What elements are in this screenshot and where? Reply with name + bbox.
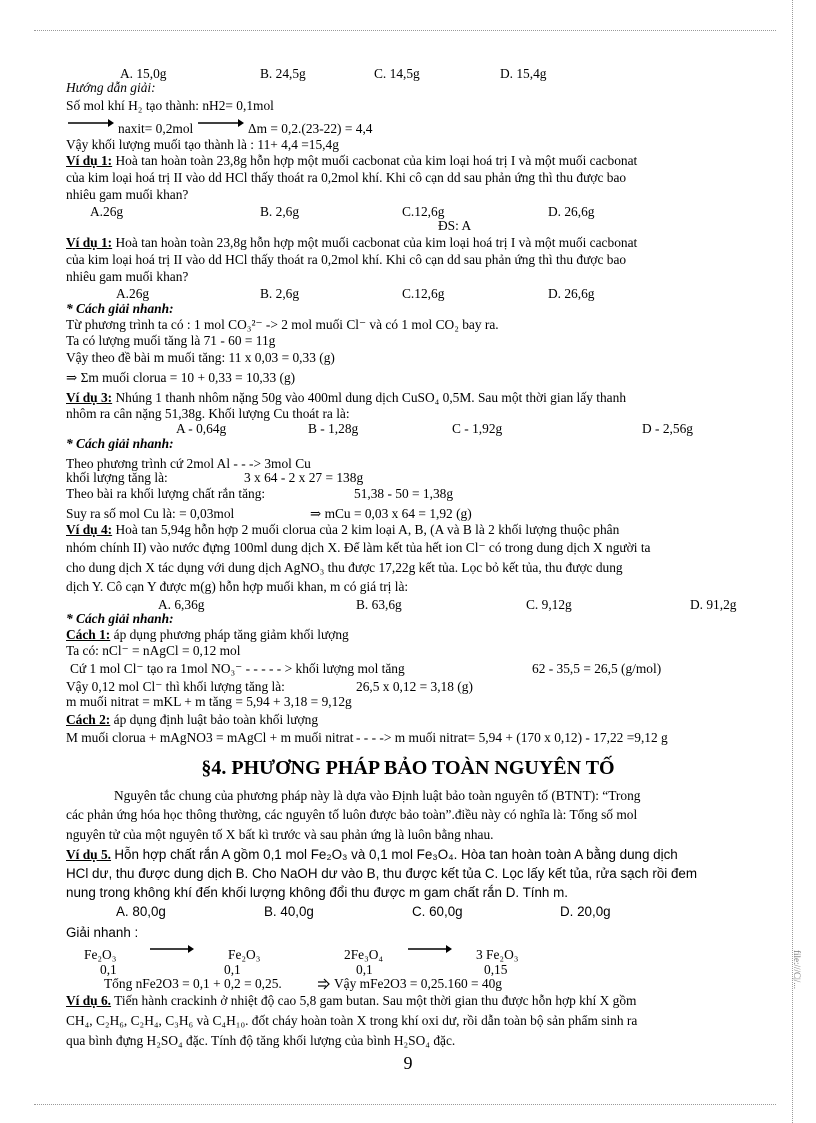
- solution-step: Ta có: nCl⁻ = nAgCl = 0,12 mol: [66, 643, 241, 658]
- example-label: [66, 390, 626, 405]
- quick-title: * Cách giải nhanh:: [66, 611, 174, 626]
- equation-sum: Vậy mFe2O3 = 0,25.160 = 40g: [334, 976, 502, 991]
- option-b: B. 2,6g: [260, 286, 300, 301]
- equation-value: 0,1: [224, 962, 241, 977]
- solution-step: Ta có lượng muối tăng là 71 - 60 = 11g: [66, 333, 276, 348]
- method-title: áp dụng định luật bảo toàn khối lượng: [113, 712, 319, 727]
- option-b: B. 2,6g: [260, 204, 300, 219]
- option-b: B. 40,0g: [264, 904, 314, 919]
- method-label: Cách 1:: [66, 627, 111, 642]
- solution-step: ⇒ Σm muối clorua = 10 + 0,33 = 10,33 (g): [66, 370, 296, 385]
- solution-step: Suy ra số mol Cu là: = 0,03mol: [66, 506, 235, 521]
- example-text: CH₄, C₂H₆, C₂H₄, C₃H₆ và C₄H₁₀. đốt cháy hoàn toàn X trong khí oxi dư, rồi dẫn toàn bộ sản phẩm sinh ra: [66, 1013, 638, 1028]
- example-text: qua bình đựng H₂SO₄ đặc. Tính độ tăng khối lượng của bình H₂SO₄ đặc.: [66, 1033, 456, 1048]
- answer: ĐS: A: [438, 218, 472, 233]
- example-text: nhiêu gam muối khan?: [66, 269, 189, 284]
- option-a: A. 6,36g: [158, 597, 205, 612]
- example-text: của kim loại hoá trị II vào dd HCl thấy thoát ra 0,2mol khí. Khi cô cạn dd sau phản ứng thì thu được bao: [66, 170, 627, 185]
- example-label-text: Ví dụ 6.: [66, 993, 112, 1008]
- method-line: [66, 627, 349, 642]
- example-text: Nhúng 1 thanh nhôm nặng 50g vào 400ml dung dịch CuSO₄ 0,5M. Sau một thời gian lấy thanh: [115, 390, 627, 405]
- page-number: 9: [403, 1053, 413, 1073]
- option-d: D. 26,6g: [548, 204, 595, 219]
- option-c: C - 1,92g: [452, 421, 503, 436]
- example-label: [66, 847, 678, 862]
- arrow-right-icon: [68, 118, 114, 128]
- therefore-arrow-icon: [318, 979, 330, 989]
- arrow-right-icon: [198, 118, 244, 128]
- example-label: [66, 522, 619, 537]
- option-a: A.26g: [116, 286, 150, 301]
- option-c: C.12,6g: [402, 204, 445, 219]
- option-c: C. 14,5g: [374, 66, 420, 81]
- bottom-rule: [34, 1104, 776, 1105]
- section-heading: §4. PHƯƠNG PHÁP BẢO TOÀN NGUYÊN TỐ: [201, 757, 615, 779]
- method-line: [66, 712, 318, 727]
- example-text: HCl dư, thu được dung dịch B. Cho NaOH dư vào B, thu được kết tủa C. Lọc lấy kết tủa, rửa sạch rồi đem: [66, 866, 698, 881]
- equation-value: 0,1: [356, 962, 373, 977]
- example-text: của kim loại hoá trị II vào dd HCl thấy thoát ra 0,2mol khí. Khi cô cạn dd sau phản ứng thì thu được bao: [66, 252, 627, 267]
- delta-line: Δm = 0,2.(23-22) = 4,4: [248, 121, 373, 136]
- example-text: nhiêu gam muối khan?: [66, 187, 189, 202]
- solution-step: ⇒ mCu = 0,03 x 64 = 1,92 (g): [310, 506, 472, 521]
- naxit-line: naxit= 0,2mol: [118, 121, 194, 136]
- example-label-text: Ví dụ 1:: [66, 235, 113, 250]
- example-label-text: Ví dụ 1:: [66, 153, 113, 168]
- example-text: cho dung dịch X tác dụng với dung dịch AgNO₃ thu được 17,22g kết tủa. Lọc bỏ kết tủa, thu được dung: [66, 560, 623, 575]
- example-text: Hoà tan 5,94g hỗn hợp 2 muối clorua của 2 kim loại A, B, (A và B là 2 khối lượng thuộc phân: [115, 522, 620, 537]
- method-title: áp dụng phương pháp tăng giảm khối lượng: [113, 627, 349, 642]
- equation-term: Fe₂O₃: [228, 947, 261, 962]
- equation-value: 0,1: [100, 962, 117, 977]
- solution-step: m muối nitrat = mKL + m tăng = 5,94 + 3,18 = 9,12g: [66, 694, 352, 709]
- solution-step: - - - -> m muối nitrat= 5,94 + (170 x 0,12) - 17,22 =9,12 g: [356, 730, 668, 745]
- option-d: D. 15,4g: [500, 66, 547, 81]
- option-c: C.12,6g: [402, 286, 445, 301]
- guide-title: Hướng dẫn giải:: [66, 80, 156, 95]
- equation-term: 3 Fe₂O₃: [476, 947, 519, 962]
- paragraph: nguyên tử của một nguyên tố X bất kì trước và sau phản ứng là luôn bằng nhau.: [66, 827, 494, 842]
- option-c: C. 9,12g: [526, 597, 572, 612]
- example-text: nung trong không khí đến khối lượng không đổi thu được m gam chất rắn D. Tính m.: [66, 885, 568, 900]
- solution-step: Theo bài ra khối lượng chất rắn tăng:: [66, 486, 266, 501]
- option-c: C. 60,0g: [412, 904, 463, 919]
- solution-step: M muối clorua + mAgNO3 = mAgCl + m muối nitrat: [66, 730, 354, 745]
- solution-step: 26,5 x 0,12 = 3,18 (g): [356, 679, 473, 694]
- solution-step: 51,38 - 50 = 1,38g: [354, 486, 454, 501]
- option-a: A.26g: [90, 204, 124, 219]
- intro-conclusion: Vậy khối lượng muối tạo thành là : 11+ 4,4 =15,4g: [66, 137, 339, 152]
- equation-term: Fe₂O₃: [84, 947, 117, 962]
- quick-title: * Cách giải nhanh:: [66, 436, 174, 451]
- example-label-text: Ví dụ 5.: [66, 847, 112, 862]
- option-a: A. 15,0g: [120, 66, 167, 81]
- option-b: B. 24,5g: [260, 66, 306, 81]
- method-label: Cách 2:: [66, 712, 111, 727]
- option-d: D. 20,0g: [560, 904, 611, 919]
- example-text: Hoà tan hoàn toàn 23,8g hỗn hợp một muối cacbonat của kim loại hoá trị I và một muối cacbonat: [115, 235, 638, 250]
- example-label: [66, 235, 637, 250]
- arrow-right-icon: [150, 944, 194, 954]
- solution-step: Từ phương trình ta có : 1 mol CO₃²⁻ -> 2 mol muối Cl⁻ và có 1 mol CO₂ bay ra.: [66, 317, 499, 332]
- option-d: D - 2,56g: [642, 421, 693, 436]
- example-label-text: Ví dụ 3:: [66, 390, 113, 405]
- paragraph: các phản ứng hóa học thông thường, các nguyên tố luôn được bảo toàn”.điều này có nghĩa là: Tổng số mol: [66, 807, 638, 822]
- example-label-text: Ví dụ 4:: [66, 522, 113, 537]
- option-d: D. 91,2g: [690, 597, 737, 612]
- example-text: Hoà tan hoàn toàn 23,8g hỗn hợp một muối cacbonat của kim loại hoá trị I và một muối cacbonat: [115, 153, 638, 168]
- option-d: D. 26,6g: [548, 286, 595, 301]
- solution-step: Theo phương trình cứ 2mol Al - - -> 3mol Cu: [66, 456, 311, 471]
- solution-step: 3 x 64 - 2 x 27 = 138g: [244, 470, 364, 485]
- example-text: dịch Y. Cô cạn Y được m(g) hỗn hợp muối khan, m có giá trị là:: [66, 579, 409, 594]
- solution-step: 62 - 35,5 = 26,5 (g/mol): [532, 661, 662, 676]
- example-label: [66, 993, 636, 1008]
- option-a: A. 80,0g: [116, 904, 166, 919]
- equation-term: 2Fe₃O₄: [344, 947, 384, 962]
- solution-step: Vậy theo đề bài m muối tăng: 11 x 0,03 = 0,33 (g): [66, 350, 335, 365]
- mol-line: Số mol khí H₂ tạo thành: nH2= 0,1mol: [66, 98, 274, 113]
- option-b: B. 63,6g: [356, 597, 402, 612]
- arrow-right-icon: [408, 944, 452, 954]
- equation-sum: Tổng nFe2O3 = 0,1 + 0,2 = 0,25.: [104, 976, 282, 991]
- solution-step: khối lượng tăng là:: [66, 470, 168, 485]
- solution-step: Cứ 1 mol Cl⁻ tạo ra 1mol NO₃⁻ - - - - - > khối lượng mol tăng: [70, 661, 405, 676]
- margin-note: file:///C|/...: [792, 950, 802, 990]
- solution-title: Giải nhanh :: [66, 925, 139, 940]
- example-text: nhóm chính II) vào nước đựng 100ml dung dịch X. Để làm kết tủa hết ion Cl⁻ có trong dung dịch X người ta: [66, 540, 651, 555]
- example-label: [66, 153, 637, 168]
- top-rule: [34, 30, 776, 31]
- quick-title: * Cách giải nhanh:: [66, 301, 174, 316]
- option-b: B - 1,28g: [308, 421, 359, 436]
- option-a: A - 0,64g: [176, 421, 227, 436]
- solution-step: Vậy 0,12 mol Cl⁻ thì khối lượng tăng là:: [66, 679, 285, 694]
- equation-value: 0,15: [484, 962, 508, 977]
- example-text: Hỗn hợp chất rắn A gồm 0,1 mol Fe₂O₃ và 0,1 mol Fe₃O₄. Hòa tan hoàn toàn A bằng dung dịch: [114, 847, 678, 862]
- example-text: nhôm ra cân nặng 51,38g. Khối lượng Cu thoát ra là:: [66, 406, 350, 421]
- example-text: Tiến hành crackinh ở nhiệt độ cao 5,8 gam butan. Sau một thời gian thu được hỗn hợp khí X gồm: [114, 993, 637, 1008]
- paragraph: Nguyên tắc chung của phương pháp này là dựa vào Định luật bảo toàn nguyên tố (BTNT): “Trong: [114, 788, 641, 803]
